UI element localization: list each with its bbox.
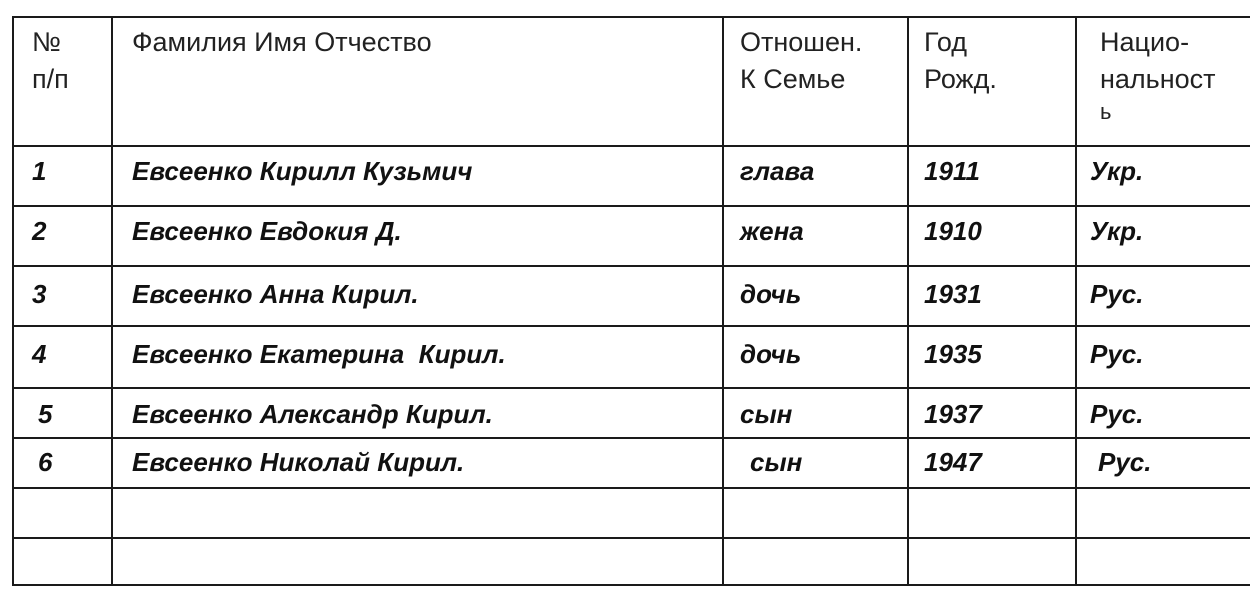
row-2-full-name: Евсеенко Евдокия Д. [132, 216, 402, 246]
header-nationality-line2: нальност [1100, 64, 1216, 94]
row-5-full-name: Евсеенко Александр Кирил. [132, 399, 493, 429]
row-5-birth-year: 1937 [924, 399, 982, 429]
header-number [32, 24, 69, 98]
row-4-full-name: Евсеенко Екатерина Кирил. [132, 339, 506, 369]
row-1-relation: глава [740, 156, 815, 186]
row-1-nationality: Укр. [1090, 156, 1144, 186]
row-3-relation: дочь [740, 279, 802, 309]
row-5-nationality: Рус. [1090, 399, 1144, 429]
table-border-left [12, 16, 14, 586]
row-4-number: 4 [32, 339, 47, 369]
row-3-birth-year: 1931 [924, 279, 982, 309]
header-birth-year [924, 24, 997, 98]
header-number-line2: п/п [32, 64, 69, 94]
row-5-number: 5 [38, 399, 53, 429]
header-relation [740, 24, 862, 98]
header-nationality-line3: ь [1100, 99, 1112, 124]
header-nationality [1100, 24, 1216, 126]
row-3-number: 3 [32, 279, 47, 309]
column-divider [111, 16, 113, 586]
header-full-name-text: Фамилия Имя Отчество [132, 27, 432, 57]
header-birth-year-line2: Рожд. [924, 64, 997, 94]
row-6-nationality: Рус. [1098, 447, 1152, 477]
row-3-nationality: Рус. [1090, 279, 1144, 309]
column-divider [907, 16, 909, 586]
row-divider [12, 437, 1250, 439]
row-divider [12, 487, 1250, 489]
row-6-full-name: Евсеенко Николай Кирил. [132, 447, 465, 477]
column-divider [722, 16, 724, 586]
header-nationality-line1: Нацио- [1100, 27, 1190, 57]
row-1-number: 1 [32, 156, 47, 186]
row-4-birth-year: 1935 [924, 339, 982, 369]
header-full-name [132, 24, 432, 61]
row-4-relation: дочь [740, 339, 802, 369]
header-number-line1: № [32, 27, 61, 57]
row-2-relation: жена [740, 216, 804, 246]
table-border-top [12, 16, 1250, 18]
row-divider [12, 387, 1250, 389]
row-6-relation: сын [750, 447, 803, 477]
row-2-number: 2 [32, 216, 47, 246]
header-birth-year-line1: Год [924, 27, 967, 57]
row-6-birth-year: 1947 [924, 447, 982, 477]
row-divider [12, 325, 1250, 327]
row-2-birth-year: 1910 [924, 216, 982, 246]
row-divider [12, 205, 1250, 207]
row-3-full-name: Евсеенко Анна Кирил. [132, 279, 419, 309]
row-1-birth-year: 1911 [924, 156, 980, 186]
row-4-nationality: Рус. [1090, 339, 1144, 369]
row-divider [12, 265, 1250, 267]
table-border-bottom [12, 584, 1250, 586]
header-relation-line1: Отношен. [740, 27, 863, 57]
header-relation-line2: К Семье [740, 64, 846, 94]
row-divider [12, 537, 1250, 539]
row-1-full-name: Евсеенко Кирилл Кузьмич [132, 156, 473, 186]
column-divider [1075, 16, 1077, 586]
header-divider [12, 145, 1250, 147]
row-5-relation: сын [740, 399, 793, 429]
row-6-number: 6 [38, 447, 53, 477]
row-2-nationality: Укр. [1090, 216, 1144, 246]
